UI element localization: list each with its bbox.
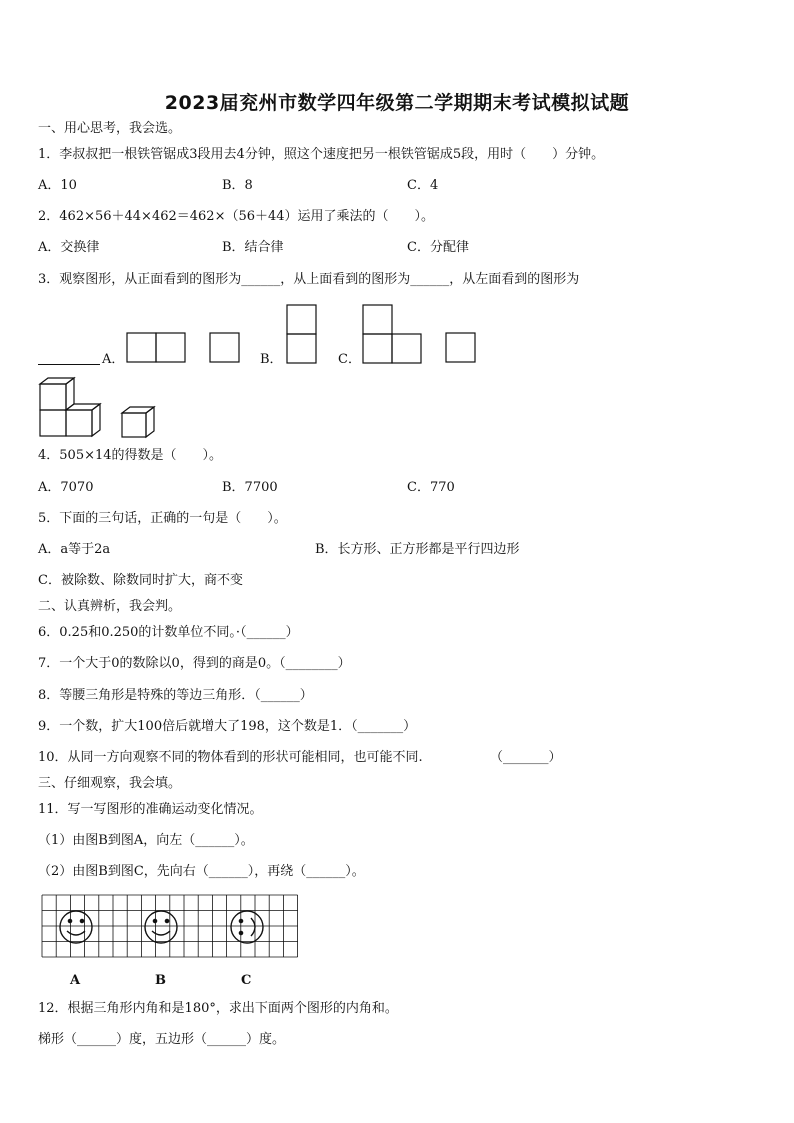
question-3: 3．观察图形，从正面看到的图形为______，从上面看到的图形为______，从左面看到的图形为 <box>38 272 580 287</box>
question-5: 5．下面的三句话，正确的一句是（ ）。 <box>38 511 287 526</box>
q1-option-c[interactable]: C．4 <box>407 178 439 193</box>
question-9[interactable]: 9．一个数，扩大100倍后就增大了198，这个数是1．（_______） <box>38 719 417 734</box>
q3-option-c[interactable]: C． <box>338 352 361 367</box>
q1-option-a[interactable]: A．10 <box>38 178 77 193</box>
question-6[interactable]: 6．0.25和0.250的计数单位不同。·（______） <box>38 625 299 640</box>
section-2-heading: 二、认真辨析，我会判。 <box>38 599 182 614</box>
face-b <box>145 911 177 943</box>
q4-option-c[interactable]: C．770 <box>407 480 455 495</box>
q4-option-a[interactable]: A．7070 <box>38 480 94 495</box>
q11-sub-2[interactable]: （2）由图B到图C，先向右（______），再绕（______）。 <box>38 864 365 879</box>
page-title: 2023届兖州市数学四年级第二学期期末考试模拟试题 <box>164 92 630 114</box>
q2-option-a[interactable]: A．交换律 <box>38 240 100 255</box>
question-7[interactable]: 7．一个大于0的数除以0，得到的商是0。（________） <box>38 656 351 671</box>
q2-option-b[interactable]: B．结合律 <box>222 240 284 255</box>
label-b: B <box>155 973 166 988</box>
label-a: A <box>70 973 81 988</box>
question-1: 1．李叔叔把一根铁管锯成3段用去4分钟，照这个速度把另一根铁管锯成5段，用时（ ）分钟。 <box>38 147 605 162</box>
q5-option-b[interactable]: B．长方形、正方形都是平行四边形 <box>315 542 520 557</box>
face-c <box>231 911 263 943</box>
q4-option-b[interactable]: B．7700 <box>222 480 278 495</box>
question-4: 4．505×14的得数是（ ）。 <box>38 448 223 463</box>
label-c: C <box>241 973 252 988</box>
q11-sub-1[interactable]: （1）由图B到图A，向左（______）。 <box>38 833 254 848</box>
question-11: 11．写一写图形的准确运动变化情况。 <box>38 802 263 817</box>
q10-answer-blank[interactable]: （_______） <box>490 750 562 765</box>
question-2: 2．462×56＋44×462＝462×（56＋44）运用了乘法的（ ）。 <box>38 209 435 224</box>
question-10: 10．从同一方向观察不同的物体看到的形状可能相同，也可能不同. <box>38 750 423 765</box>
face-a <box>60 911 92 943</box>
q1-option-b[interactable]: B．8 <box>222 178 253 193</box>
section-1-heading: 一、用心思考，我会选。 <box>38 121 182 136</box>
q3-option-b[interactable]: B． <box>260 352 283 367</box>
q5-option-c[interactable]: C．被除数、除数同时扩大，商不变 <box>38 573 243 588</box>
q5-option-a[interactable]: A．a等于2a <box>38 542 111 557</box>
q12-answer-line[interactable]: 梯形（______）度，五边形（______）度。 <box>38 1032 286 1047</box>
question-12: 12．根据三角形内角和是180°，求出下面两个图形的内角和。 <box>38 1001 398 1016</box>
q3-option-a[interactable]: A． <box>102 352 125 367</box>
section-3-heading: 三、仔细观察，我会填。 <box>38 776 182 791</box>
q2-option-c[interactable]: C．分配律 <box>407 240 469 255</box>
question-8[interactable]: 8．等腰三角形是特殊的等边三角形．（______） <box>38 688 313 703</box>
